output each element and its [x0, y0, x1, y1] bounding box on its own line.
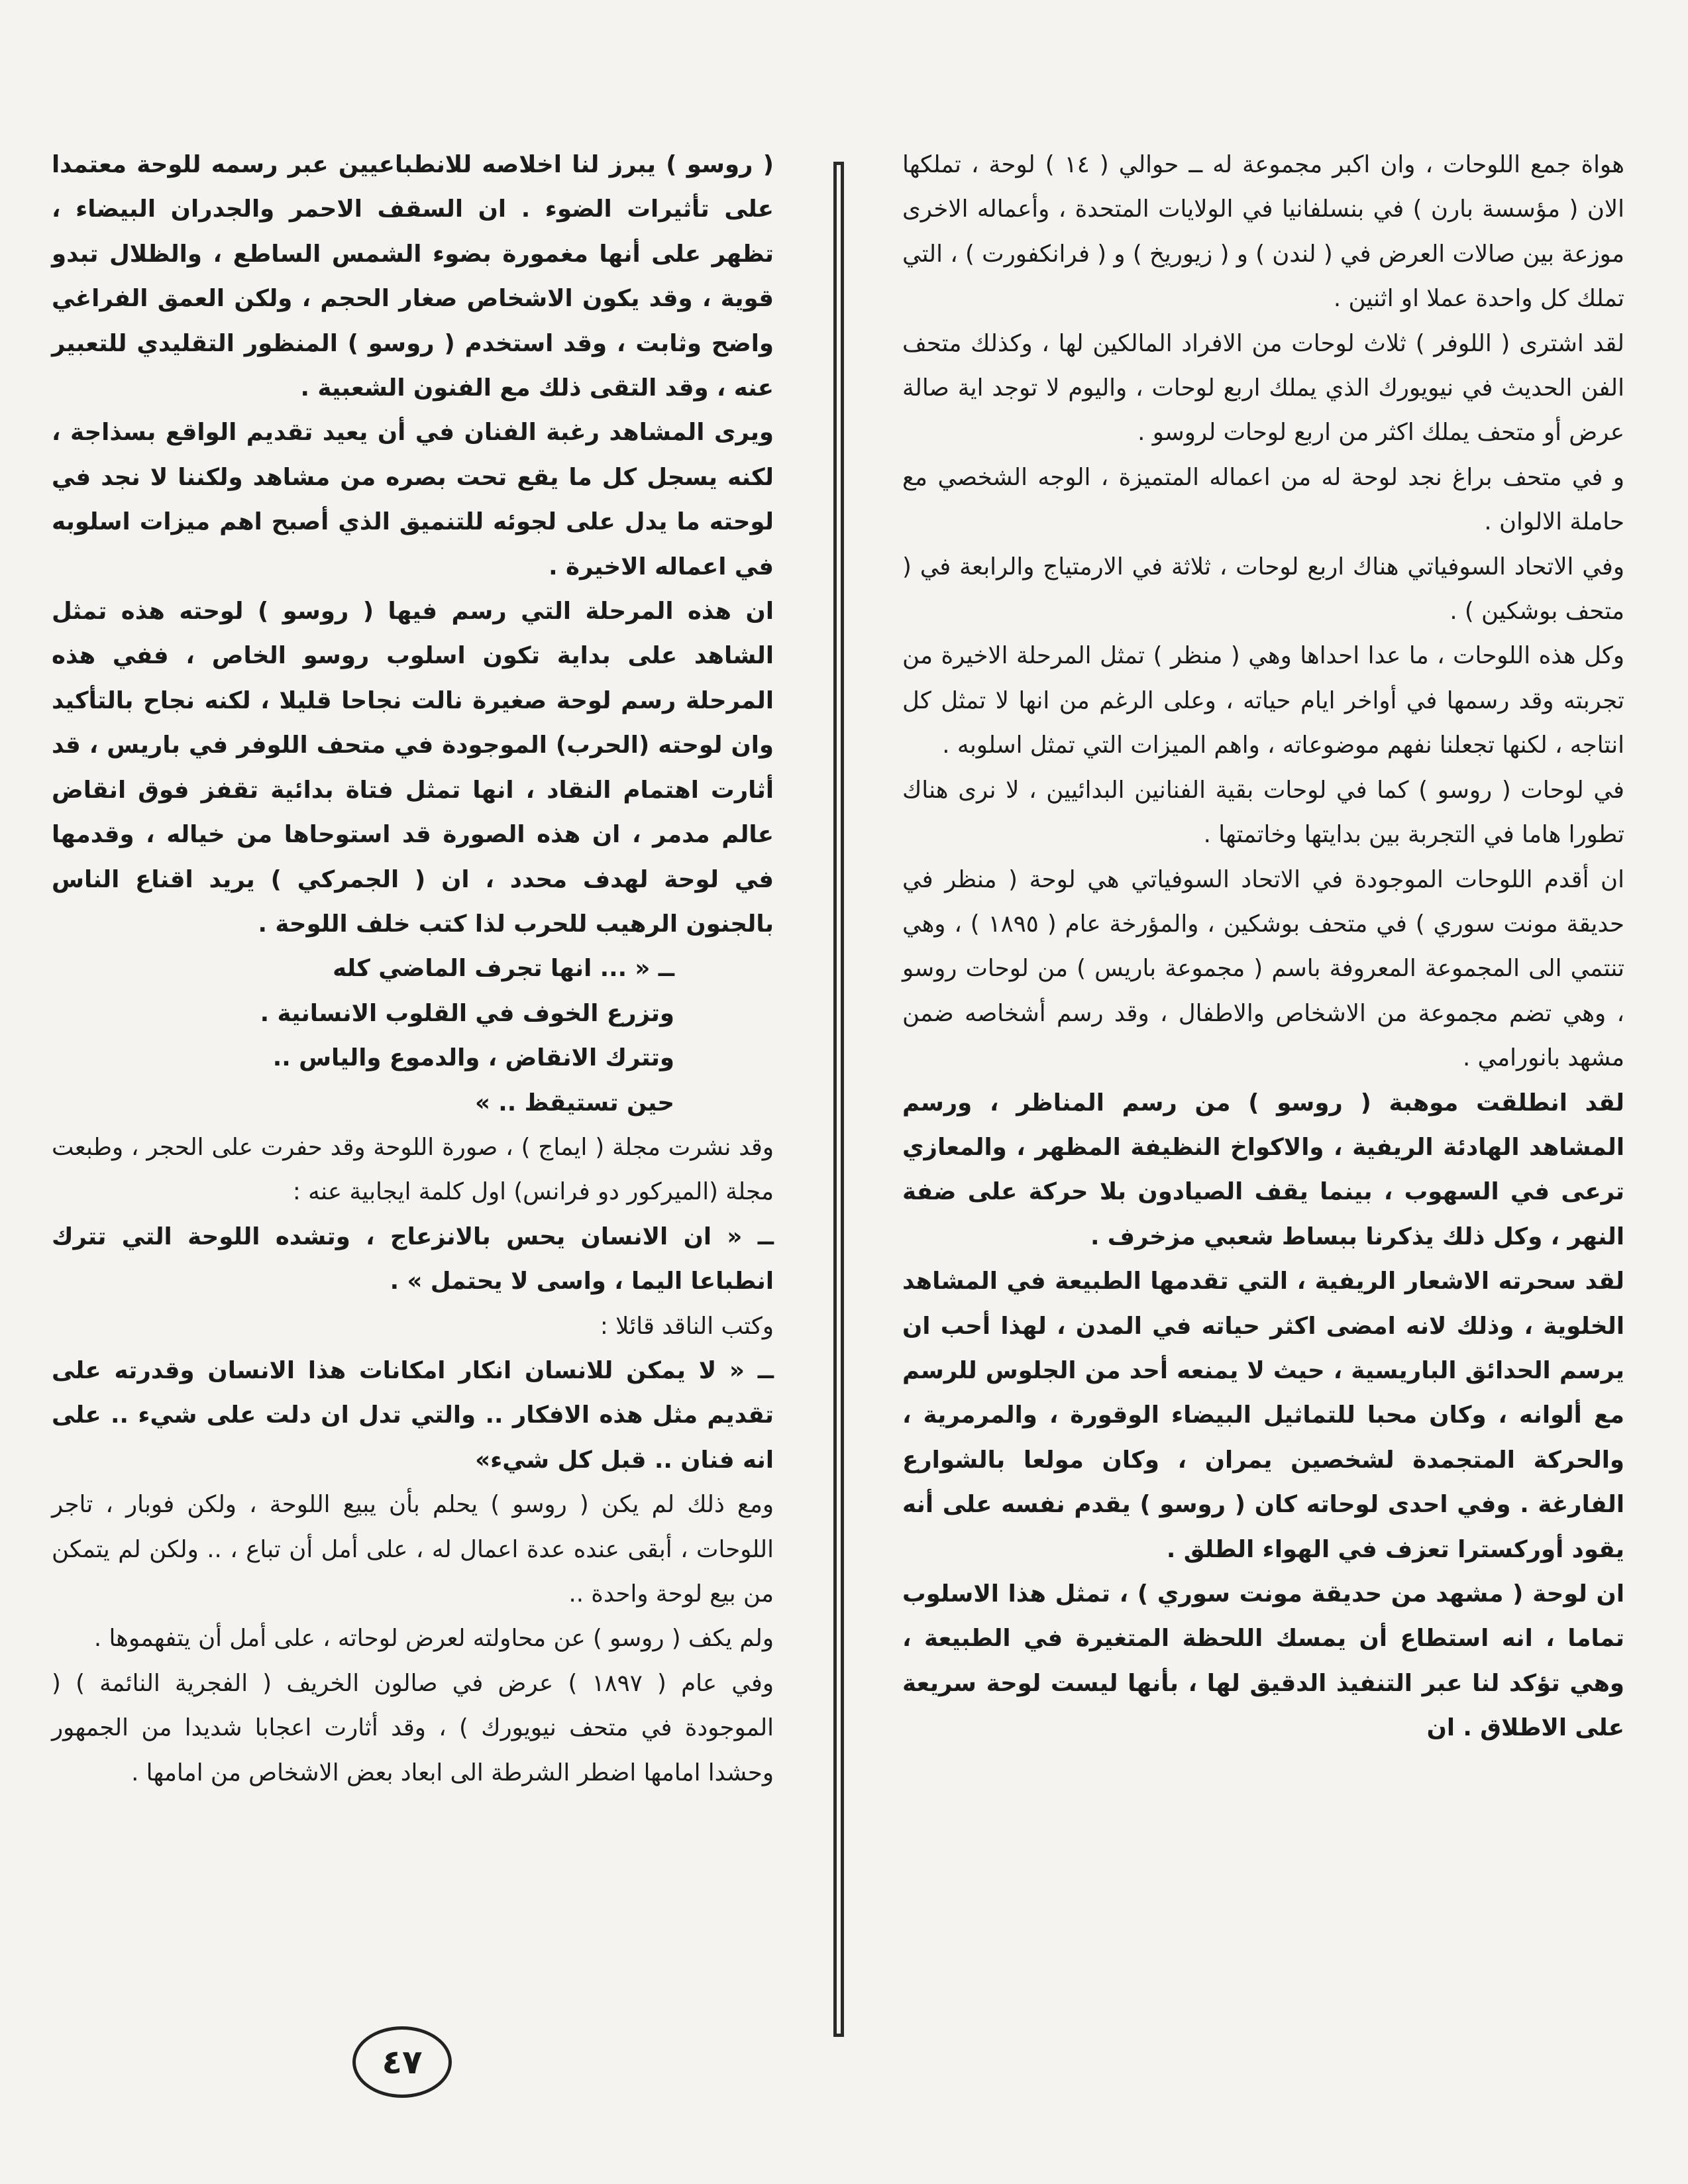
verse-line: ــ « ... انها تجرف الماضي كله — [333, 955, 674, 983]
paragraph: وفي عام ( ١٨٩٧ ) عرض في صالون الخريف ( الفجرية النائمة ) ( الموجودة في متحف نيويورك ) ، وقد أثارت اعجابا شديدا من الجمهور وحشدا امامها اضطر الشرطة الى ابعاد بعض الاشخاص من امامها . — [52, 1669, 774, 1786]
quote: ــ « ان الانسان يحس بالانزعاج ، وتشده اللوحة التي تترك انطباعا اليما ، واسى لا يحتمل » . — [52, 1223, 774, 1295]
paragraph: ان هذه المرحلة التي رسم فيها ( روسو ) لوحته هذه تمثل الشاهد على بداية تكون اسلوب روسو الخاص ، ففي هذه المرحلة رسم لوحة صغيرة نالت نجاحا قليلا ، لكنه نجاح بالتأكيد وان لوحته (الحرب) الموجودة في متحف اللوفر في باريس ، قد أثارت اهتمام النقاد ، انها تمثل فتاة بدائية تقفز فوق انقاض عالم مدمر ، ان هذه الصورة قد استوحاها من خياله ، وقدمها في لوحة لهدف محدد ، ان ( الجمركي ) يريد اقناع الناس بالجنون الرهيب للحرب لذا كتب خلف اللوحة . — [52, 598, 774, 938]
verse-line: حين تستيقظ .. » — [474, 1089, 674, 1117]
paragraph: ولم يكف ( روسو ) عن محاولته لعرض لوحاته ، على أمل أن يتفهموها . — [93, 1625, 774, 1653]
paragraph: ان لوحة ( مشهد من حديقة مونت سوري ) ، تمثل هذا الاسلوب تماما ، انه استطاع أن يمسك اللحظة المتغيرة في الطبيعة ، وهي تؤكد لنا عبر التنفيذ الدقيق لها ، بأنها ليست لوحة سريعة على الاطلاق . ان — [902, 1580, 1624, 1742]
quoted-verse — [52, 946, 774, 1125]
paragraph: وكتب الناقد قائلا : — [600, 1312, 774, 1340]
paragraph: ( روسو ) يبرز لنا اخلاصه للانطباعيين عبر رسمه للوحة معتمدا على تأثيرات الضوء . ان السقف الاحمر والجدران البيضاء ، تظهر على أنها مغمورة بضوء الشمس الساطع ، والظلال تبدو قوية ، وقد يكون الاشخاص صغار الحجم ، ولكن العمق الفراغي واضح وثابت ، وقد استخدم ( روسو ) المنظور التقليدي للتعبير عنه ، وقد التقى ذلك مع الفنون الشعبية . — [52, 151, 774, 402]
paragraph: وكل هذه اللوحات ، ما عدا احداها وهي ( منظر ) تمثل المرحلة الاخيرة من تجربته وقد رسمها في أواخر ايام حياته ، وعلى الرغم من انها لا تمثل كل انتاجه ، لكنها تجعلنا نفهم موضوعاته ، واهم الميزات التي تمثل اسلوبه . — [902, 642, 1624, 759]
left-column — [52, 142, 774, 1795]
paragraph: لقد اشترى ( اللوفر ) ثلاث لوحات من الافراد المالكين لها ، وكذلك متحف الفن الحديث في نيويورك الذي يملك اربع لوحات ، واليوم لا توجد اية صالة عرض أو متحف يملك اكثر من اربع لوحات لروسو . — [902, 329, 1624, 447]
page-number: ٤٧ — [352, 2026, 452, 2098]
column-divider — [833, 162, 844, 2037]
verse-line: وتترك الانقاض ، والدموع والياس .. — [272, 1044, 674, 1072]
paragraph: لقد انطلقت موهبة ( روسو ) من رسم المناظر ، ورسم المشاهد الهادئة الريفية ، والاكواخ النظيفة المظهر ، والمعازي ترعى في السهوب ، بينما يقف الصيادون بلا حركة على ضفة النهر ، وكل ذلك يذكرنا ببساط شعبي مزخرف . — [902, 1089, 1624, 1250]
paragraph: وفي الاتحاد السوفياتي هناك اربع لوحات ، ثلاثة في الارمتياج والرابعة في ( متحف بوشكين ) . — [902, 553, 1624, 626]
paragraph: لقد سحرته الاشعار الريفية ، التي تقدمها الطبيعة في المشاهد الخلوية ، وذلك لانه امضى اكثر حياته في المدن ، لهذا أحب ان يرسم الحدائق الباريسية ، حيث لا يمنعه أحد من الجلوس للرسم مع ألوانه ، وكان محبا للتماثيل البيضاء الوقورة ، والمرمرية ، والحركة المتجمدة لشخصين يمران ، وكان مولعا بالشوارع الفارغة . وفي احدى لوحاته كان ( روسو ) يقدم نفسه على أنه يقود أوركسترا تعزف في الهواء الطلق . — [902, 1268, 1624, 1563]
quote: ــ « لا يمكن للانسان انكار امكانات هذا الانسان وقدرته على تقديم مثل هذه الافكار .. والتي تدل ان دلت على شيء .. على انه فنان .. قبل كل شيء» — [52, 1356, 774, 1474]
paragraph: هواة جمع اللوحات ، وان اكبر مجموعة له ــ حوالي ( ١٤ ) لوحة ، تملكها الان ( مؤسسة بارن ) في بنسلفانيا في الولايات المتحدة ، وأعماله الاخرى موزعة بين صالات العرض في ( لندن ) و ( زيوريخ ) و ( فرانكفورت ) ، التي تملك كل واحدة عملا او اثنين . — [902, 151, 1624, 313]
right-column — [902, 142, 1624, 1751]
paragraph: ويرى المشاهد رغبة الفنان في أن يعيد تقديم الواقع بسذاجة ، لكنه يسجل كل ما يقع تحت بصره من مشاهد ولكننا لا نجد في لوحته ما يدل على لجوئه للتنميق الذي أصبح اهم ميزات اسلوبه في اعماله الاخيرة . — [52, 419, 774, 580]
paragraph: وقد نشرت مجلة ( ايماج ) ، صورة اللوحة وقد حفرت على الحجر ، وطبعت مجلة (الميركور دو فرانس) اول كلمة ايجابية عنه : — [52, 1133, 774, 1206]
paragraph: ان أقدم اللوحات الموجودة في الاتحاد السوفياتي هي لوحة ( منظر في حديقة مونت سوري ) في متحف بوشكين ، والمؤرخة عام ( ١٨٩٥ ) ، وهي تنتمي الى المجموعة المعروفة باسم ( مجموعة باريس ) من لوحات روسو ، وهي تضم مجموعة من الاشخاص والاطفال ، وقد رسم أشخاصه ضمن مشهد بانورامي . — [902, 865, 1624, 1072]
paragraph: ومع ذلك لم يكن ( روسو ) يحلم بأن يبيع اللوحة ، ولكن فوبار ، تاجر اللوحات ، أبقى عنده عدة اعمال له ، على أمل أن تباع ، .. ولكن لم يتمكن من بيع لوحة واحدة .. — [52, 1491, 774, 1608]
paragraph: في لوحات ( روسو ) كما في لوحات بقية الفنانين البدائيين ، لا نرى هناك تطورا هاما في التجربة بين بدايتها وخاتمتها . — [902, 776, 1624, 849]
verse-line: وتزرع الخوف في القلوب الانسانية . — [260, 999, 674, 1027]
paragraph: و في متحف براغ نجد لوحة له من اعماله المتميزة ، الوجه الشخصي مع حاملة الالوان . — [902, 463, 1624, 536]
